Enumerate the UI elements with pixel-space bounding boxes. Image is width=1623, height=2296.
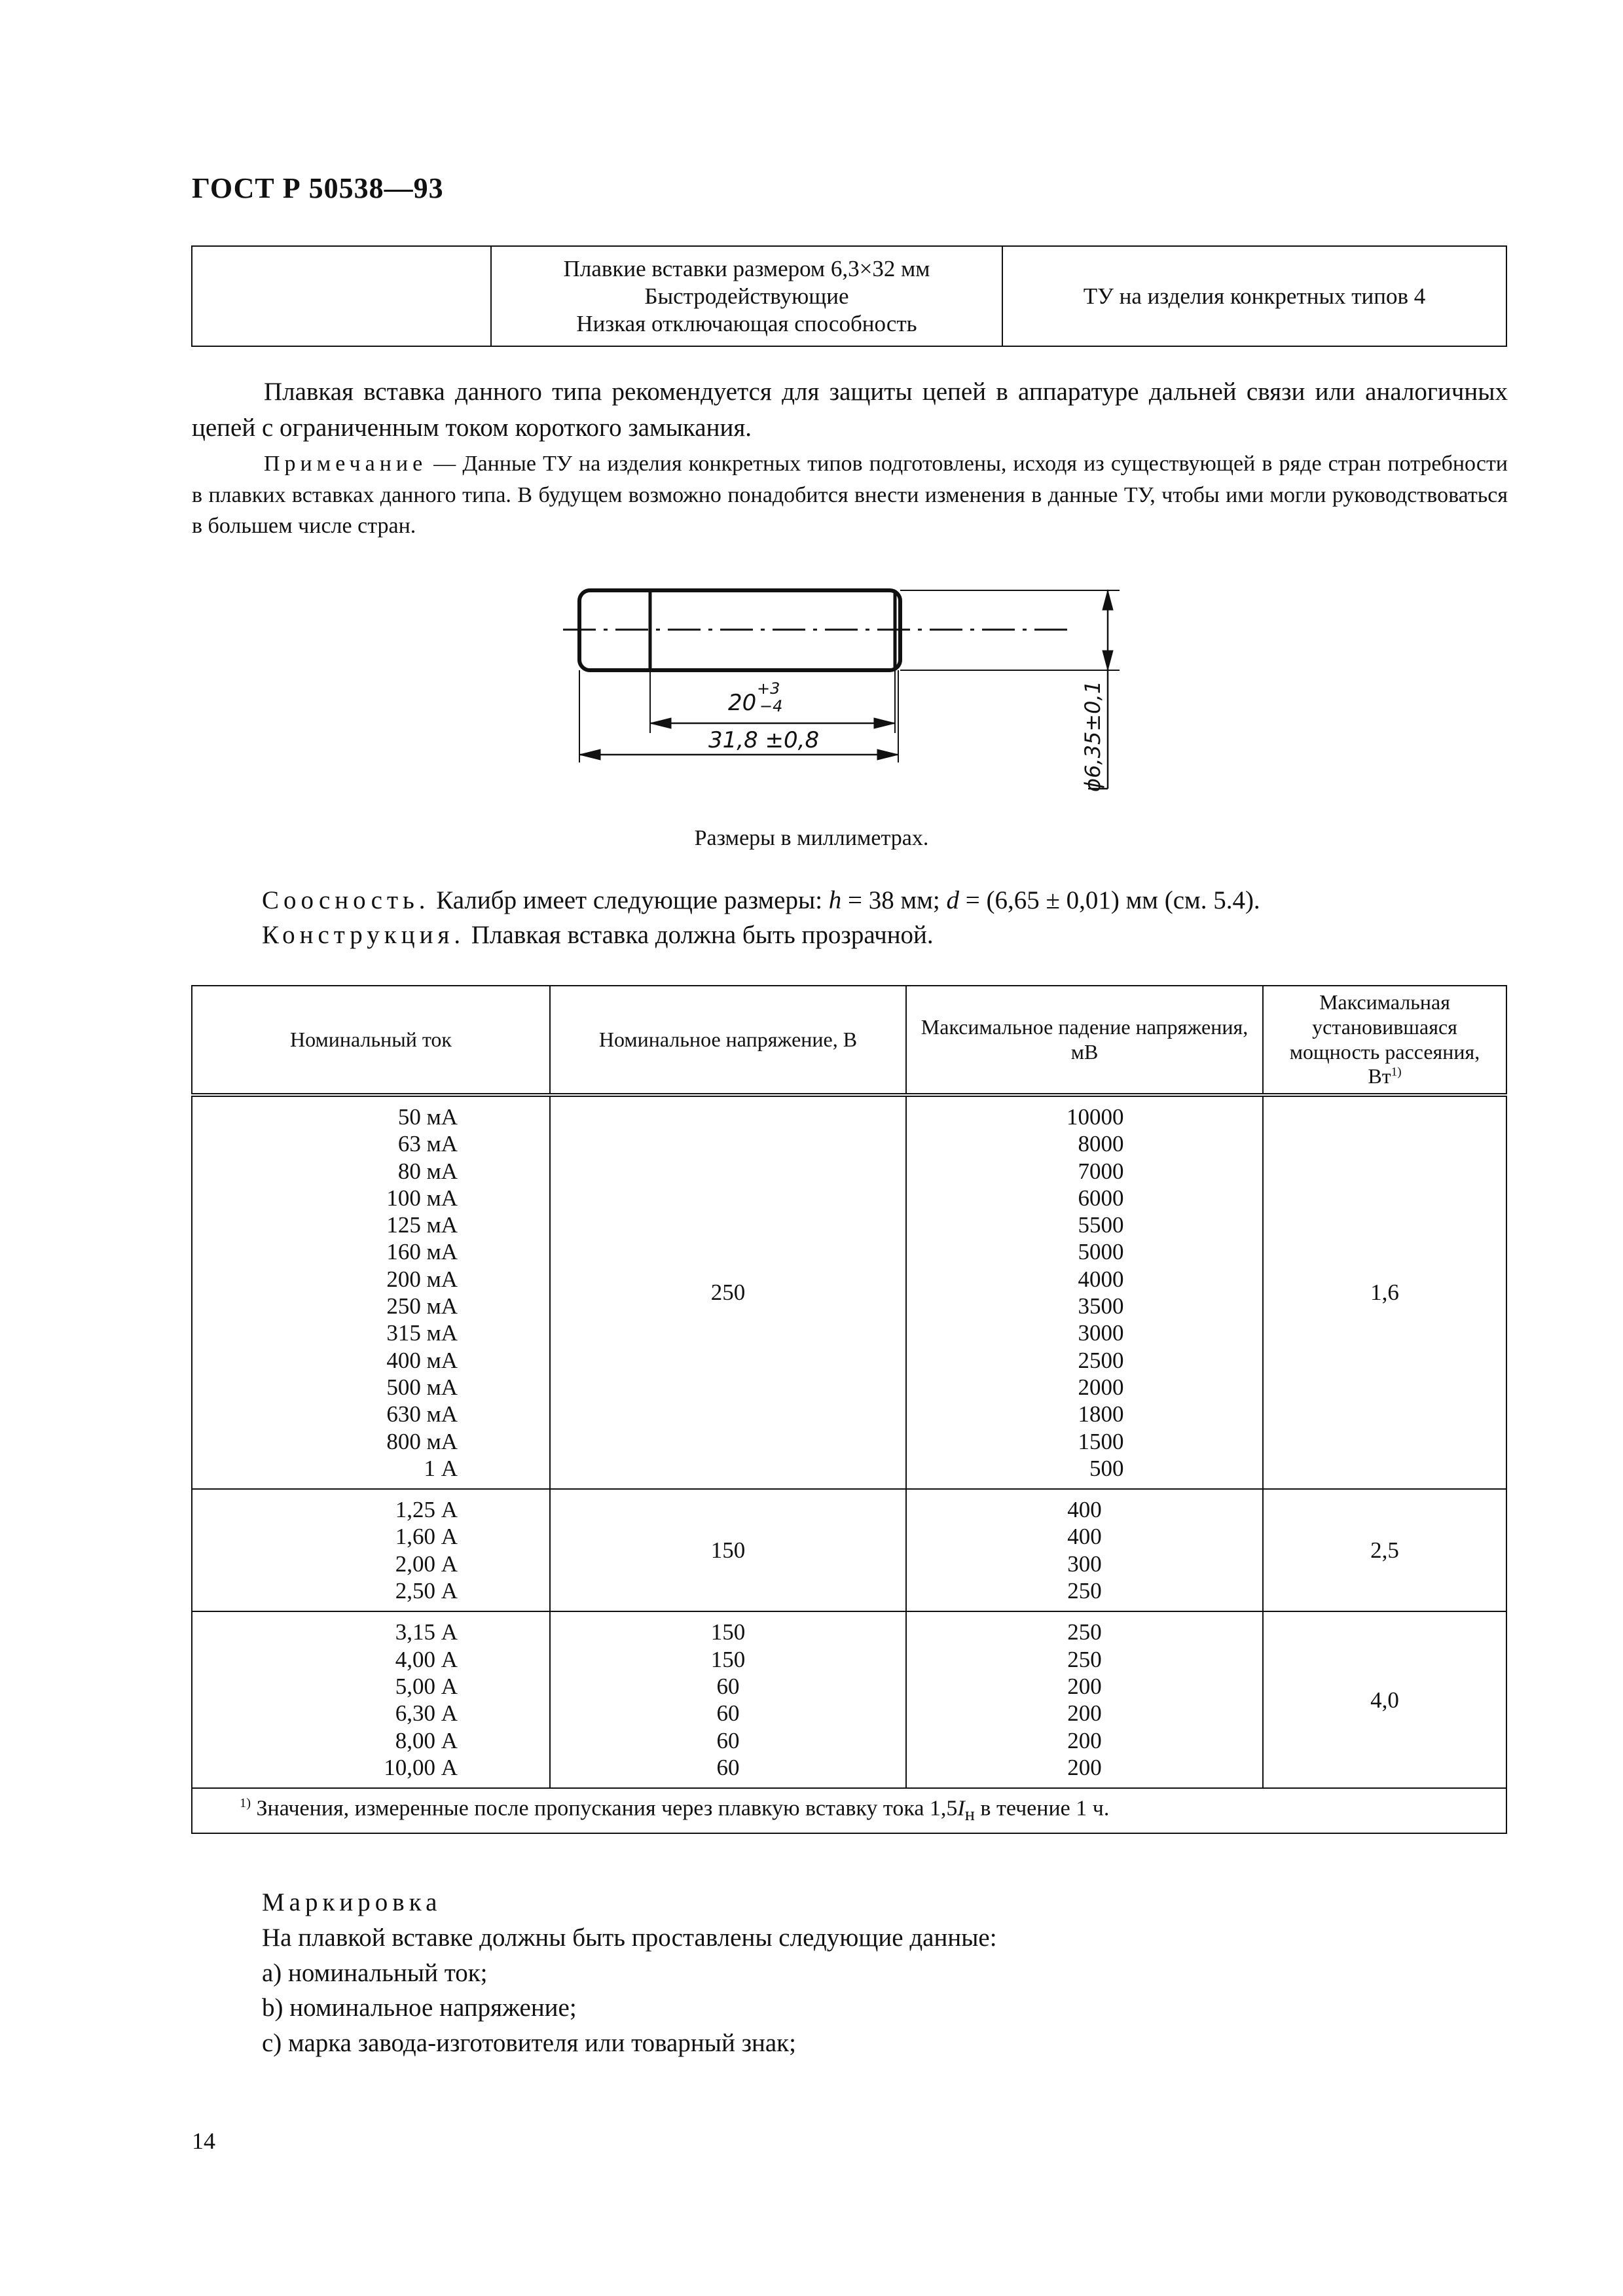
table-footnote (192, 1788, 1506, 1833)
voltage-drop-value: 2500 (1078, 1347, 1124, 1373)
paragraph-recommendation: Плавкая вставка данного типа рекомендуется для защиты цепей в аппаратуре дальней связи или аналогичных цепей с ограниченным током короткого замыкания. (192, 378, 1508, 442)
rated-voltage-value: 60 (716, 1673, 740, 1699)
fuse-dimension-drawing (556, 576, 1146, 812)
marking-section (262, 1885, 997, 2061)
rated-current-value: 160 мА (386, 1239, 458, 1265)
drops-group-3 (906, 1611, 1263, 1788)
rated-voltage-value: 60 (716, 1754, 740, 1780)
rated-voltage-value: 60 (716, 1700, 740, 1727)
diameter-arrow-top (1103, 590, 1113, 610)
power-group-2: 2,5 (1263, 1489, 1506, 1611)
construction-label: Конструкция. (262, 921, 465, 949)
note-text: — Данные ТУ на изделия конкретных типов подготовлены, исходя из существующей в ряде стран потребности в плавких вставках данного типа. В будущем возможно понадобится внести изменения в данные ТУ, чтобы ими могли руководствоваться в большем числе стран. (192, 452, 1508, 539)
fuse-ratings-table (191, 985, 1507, 1834)
marking-intro: На плавкой вставке должны быть проставлены следующие данные: (262, 1923, 997, 1952)
length-arrow-left (579, 749, 600, 760)
rated-current-value: 800 мА (386, 1428, 458, 1454)
top-table-description-cell (491, 246, 1002, 346)
header-rated-voltage: Номинальное напряжение, В (550, 986, 906, 1095)
rated-voltage-value: 60 (716, 1727, 740, 1753)
construction-text: Плавкая вставка должна быть прозрачной. (465, 921, 934, 949)
drops-group-2 (906, 1489, 1263, 1611)
coaxiality-d: d (946, 886, 959, 914)
voltage-drop-value: 5500 (1078, 1212, 1124, 1238)
rated-current-value: 1,25 А (395, 1497, 458, 1523)
rated-current-value: 8,00 А (395, 1727, 458, 1753)
drops-group-1 (906, 1095, 1263, 1489)
rated-current-value: 315 мА (386, 1320, 458, 1346)
voltage-drop-value: 5000 (1078, 1239, 1124, 1265)
voltage-group-1: 250 (550, 1095, 906, 1489)
top-spec-table (191, 245, 1507, 347)
voltage-drop-value: 300 (1067, 1551, 1102, 1577)
power-group-3: 4,0 (1263, 1611, 1506, 1788)
coaxiality-h-value: = 38 мм; (841, 886, 947, 914)
rated-current-value: 50 мА (397, 1104, 458, 1130)
rated-voltage-value: 150 (710, 1619, 746, 1645)
footnote-text-end: в течение 1 ч. (974, 1796, 1110, 1821)
voltage-drop-value: 200 (1067, 1727, 1102, 1753)
coaxiality-label: Соосность. (262, 886, 430, 914)
rated-current-value: 63 мА (397, 1131, 458, 1157)
top-table-empty-cell (192, 246, 491, 346)
footnote-mark: 1) (240, 1796, 251, 1811)
diameter-dimension-label: ϕ6,35±0,1 (1080, 680, 1105, 792)
voltage-drop-value: 10000 (1067, 1104, 1124, 1130)
voltage-drop-value: 6000 (1078, 1185, 1124, 1211)
inner-arrow-right (874, 718, 895, 728)
inner-arrow-left (650, 718, 671, 728)
diameter-arrow-bottom (1103, 651, 1113, 670)
header-voltage-drop: Максимальное падение напряжения, мВ (906, 986, 1263, 1095)
rated-current-value: 4,00 А (395, 1646, 458, 1672)
table-footnote-row (192, 1788, 1506, 1833)
length-arrow-right (877, 749, 898, 760)
table-row-group-1 (192, 1095, 1506, 1489)
voltage-drop-value: 7000 (1078, 1158, 1124, 1184)
voltage-drop-value: 400 (1067, 1524, 1102, 1550)
rated-current-value: 1 А (424, 1455, 458, 1481)
voltage-drop-value: 3500 (1078, 1293, 1124, 1319)
voltage-drop-value: 4000 (1078, 1266, 1124, 1292)
rated-voltage-value: 150 (710, 1646, 746, 1672)
rated-current-value: 3,15 А (395, 1619, 458, 1645)
coaxiality-line (262, 886, 1260, 915)
rated-current-value: 400 мА (386, 1347, 458, 1373)
footnote-text: Значения, измеренные после пропускания через плавкую вставку тока 1,5 (251, 1796, 958, 1821)
currents-group-2 (192, 1489, 550, 1611)
coaxiality-h: h (828, 886, 842, 914)
table-row-group-2 (192, 1489, 1506, 1611)
currents-group-3 (192, 1611, 550, 1788)
rated-current-value: 630 мА (386, 1401, 458, 1427)
voltage-drop-value: 250 (1067, 1646, 1102, 1672)
rated-current-value: 6,30 А (395, 1700, 458, 1727)
voltage-drop-value: 200 (1067, 1754, 1102, 1780)
voltage-drop-value: 2000 (1078, 1374, 1124, 1400)
top-table-line: Быстродействующие (644, 283, 849, 309)
top-table-reference-cell: ТУ на изделия конкретных типов 4 (1002, 246, 1506, 346)
voltage-drop-value: 200 (1067, 1673, 1102, 1699)
rated-current-value: 125 мА (386, 1212, 458, 1238)
voltage-drop-value: 3000 (1078, 1320, 1124, 1346)
footnote-variable: I (957, 1796, 965, 1821)
rated-current-value: 80 мА (397, 1158, 458, 1184)
voltage-drop-value: 1800 (1078, 1401, 1124, 1427)
inner-dimension-label: 20 (728, 690, 757, 716)
currents-group-1 (192, 1095, 550, 1489)
voltage-drop-value: 8000 (1078, 1131, 1124, 1157)
rated-current-value: 200 мА (386, 1266, 458, 1292)
note-label: Примечание (264, 452, 428, 476)
rated-current-value: 250 мА (386, 1293, 458, 1319)
voltage-drop-value: 500 (1089, 1455, 1124, 1481)
table-row-group-3 (192, 1611, 1506, 1788)
voltage-group-2: 150 (550, 1489, 906, 1611)
voltage-drop-value: 400 (1067, 1497, 1102, 1523)
marking-heading: Маркировка (262, 1888, 442, 1916)
rated-current-value: 1,60 А (395, 1524, 458, 1550)
marking-item: c) марка завода-изготовителя или товарный знак; (262, 2029, 796, 2058)
rated-current-value: 2,00 А (395, 1551, 458, 1577)
construction-line (262, 920, 934, 950)
rated-current-value: 5,00 А (395, 1673, 458, 1699)
header-footnote-mark: 1) (1391, 1065, 1402, 1079)
power-group-1: 1,6 (1263, 1095, 1506, 1489)
rated-current-value: 2,50 А (395, 1578, 458, 1604)
document-header: ГОСТ Р 50538—93 (192, 172, 444, 204)
top-table-line: Низкая отключающая способность (576, 310, 917, 336)
voltage-drop-value: 200 (1067, 1700, 1102, 1727)
page-number: 14 (192, 2128, 215, 2154)
inner-tolerance-lower: −4 (759, 697, 783, 715)
marking-item: b) номинальное напряжение; (262, 1994, 577, 2022)
rated-current-value: 10,00 А (384, 1754, 458, 1780)
rated-current-value: 100 мА (386, 1185, 458, 1211)
coaxiality-d-value: = (6,65 ± 0,01) мм (см. 5.4). (958, 886, 1260, 914)
drawing-caption: Размеры в миллиметрах. (694, 826, 929, 850)
voltage-drop-value: 250 (1067, 1619, 1102, 1645)
note-paragraph (192, 448, 1508, 542)
voltage-drop-value: 250 (1067, 1578, 1102, 1604)
voltage-drop-value: 1500 (1078, 1428, 1124, 1454)
footnote-subscript: н (964, 1804, 975, 1825)
voltages-group-3 (550, 1611, 906, 1788)
top-table-line: Плавкие вставки размером 6,3×32 мм (563, 255, 930, 281)
coaxiality-text: Калибр имеет следующие размеры: (429, 886, 829, 914)
header-power-dissipation: Максимальная установившаяся мощность рассеяния, $Вт^{1)}$ (1263, 986, 1506, 1095)
header-rated-current: Номинальный ток (192, 986, 550, 1095)
marking-item: a) номинальный ток; (262, 1958, 488, 1987)
length-dimension-label: 31,8 ±0,8 (708, 727, 820, 753)
inner-tolerance-upper: +3 (757, 679, 780, 698)
rated-current-value: 500 мА (386, 1374, 458, 1400)
